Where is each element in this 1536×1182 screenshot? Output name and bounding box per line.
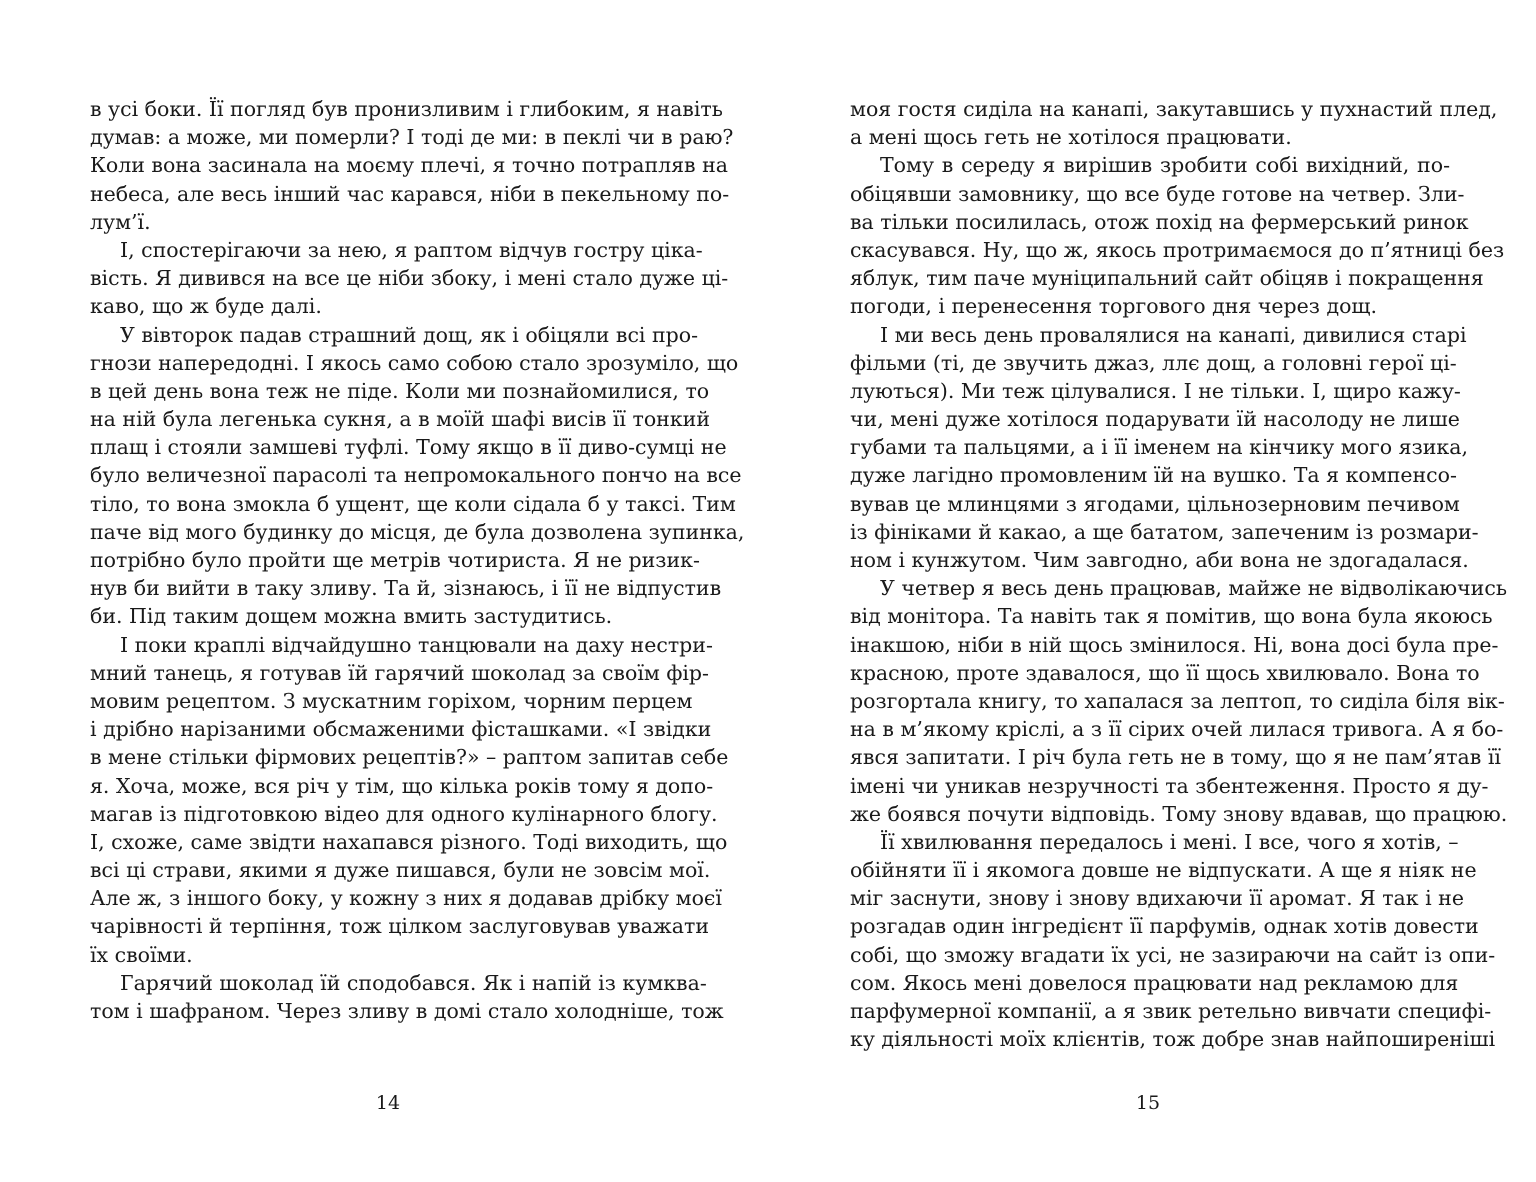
- text-line: І ми весь день провалялися на канапі, дивилися старі: [880, 322, 1467, 347]
- text-line: плащ і стояли замшеві туфлі. Тому якщо в її диво-сумці не: [90, 435, 727, 460]
- text-line: ва тільки посилилась, отож похід на фермерський ринок: [850, 209, 1469, 234]
- text-line: луються). Ми теж цілувалися. І не тільки. І, щиро кажу-: [850, 378, 1461, 403]
- text-line: думав: а може, ми померли? І тоді де ми: в пеклі чи в раю?: [90, 125, 734, 150]
- text-line: міг заснути, знову і знову вдихаючи її аромат. Я так і не: [850, 886, 1464, 911]
- text-line: Гарячий шоколад їй сподобався. Як і напій із кумква-: [120, 970, 707, 995]
- text-line: сом. Якось мені довелося працювати над рекламою для: [850, 970, 1459, 995]
- text-line: всі ці страви, якими я дуже пишався, були не зовсім мої.: [90, 858, 711, 883]
- text-line: інакшою, ніби в ній щось змінилося. Ні, вона досі була пре-: [850, 632, 1499, 657]
- text-line: небеса, але весь інший час карався, ніби в пекельному по-: [90, 181, 730, 206]
- text-line: скасувався. Ну, що ж, якось протримаємося до п’ятниці без: [850, 237, 1505, 262]
- text-line: Тому в середу я вирішив зробити собі вихідний, по-: [880, 153, 1450, 178]
- text-line: моя гостя сиділа на канапі, закутавшись у пухнастий плед,: [850, 97, 1498, 121]
- text-line: нув би вийти в таку зливу. Та й, зізнаюсь, і її не відпустив: [90, 576, 722, 601]
- left-page-number: 14: [375, 1092, 401, 1114]
- text-line: красною, проте здавалося, що її щось хвилювало. Вона то: [850, 660, 1480, 685]
- text-line: гнози напередодні. І якось само собою стало зрозуміло, що: [90, 350, 739, 375]
- text-line: імені чи уникав незручності та збентеження. Просто я ду-: [850, 773, 1489, 798]
- text-line: погоди, і перенесення торгового дня через дощ.: [850, 294, 1377, 319]
- text-line: чарівності й терпіння, тож цілком заслуговував уважати: [90, 914, 710, 939]
- text-line: Але ж, з іншого боку, у кожну з них я додавав дрібку моєї: [90, 886, 722, 911]
- text-line: а мені щось геть не хотілося працювати.: [850, 125, 1292, 150]
- text-line: в усі боки. Її погляд був пронизливим і глибоким, я навіть: [90, 97, 723, 121]
- text-line: каво, що ж буде далі.: [90, 294, 322, 319]
- text-line: У вівторок падав страшний дощ, як і обіцяли всі про-: [120, 322, 699, 347]
- text-line: І, спостерігаючи за нею, я раптом відчув гостру ціка-: [120, 237, 703, 262]
- text-line: парфумерної компанії, а я звик ретельно вивчати специфі-: [850, 999, 1492, 1023]
- right-page-number: 15: [1135, 1092, 1161, 1114]
- right-page-text: [850, 95, 1508, 1053]
- text-line: чи, мені дуже хотілося подарувати їй насолоду не лише: [850, 407, 1460, 432]
- text-line: дуже лагідно промовленим їй на вушко. Та я компенсо-: [850, 463, 1457, 488]
- text-line: тіло, то вона змокла б ущент, ще коли сідала б у таксі. Тим: [90, 491, 736, 516]
- text-line: на ній була легенька сукня, а в моїй шафі висів її тонкий: [90, 407, 710, 432]
- text-line: розгадав один інгредієнт її парфумів, однак хотів довести: [850, 914, 1479, 939]
- text-line: потрібно було пройти ще метрів чотириста. Я не ризик-: [90, 548, 700, 572]
- text-line: від монітора. Та навіть так я помітив, що вона була якоюсь: [850, 604, 1493, 629]
- text-line: вість. Я дивився на все це ніби збоку, і мені стало дуже ці-: [90, 266, 729, 291]
- text-line: на в м’якому кріслі, а з її сірих очей лилася тривога. А я бо-: [850, 717, 1504, 742]
- text-line: том і шафраном. Через зливу в домі стало холодніше, тож: [90, 999, 724, 1023]
- text-line: розгортала книгу, то хапалася за лептоп, то сиділа біля вік-: [850, 688, 1505, 713]
- text-line: яблук, тим паче муніципальний сайт обіцяв і покращення: [850, 266, 1484, 291]
- left-page-text: [90, 95, 745, 1025]
- text-line: магав із підготовкою відео для одного кулінарного блогу.: [90, 801, 718, 826]
- text-line: мовим рецептом. З мускатним горіхом, чорним перцем: [90, 688, 693, 713]
- text-line: їх своїми.: [90, 942, 193, 967]
- text-line: фільми (ті, де звучить джаз, ллє дощ, а головні герої ці-: [850, 350, 1457, 375]
- text-line: би. Під таким дощем можна вмить застудитись.: [90, 604, 613, 629]
- text-line: же боявся почути відповідь. Тому знову вдавав, що працюю.: [850, 801, 1508, 826]
- text-line: паче від мого будинку до місця, де була дозволена зупинка,: [90, 519, 745, 544]
- text-line: мний танець, я готував їй гарячий шоколад за своїм фір-: [90, 660, 709, 685]
- text-line: обіцявши замовнику, що все буде готове на четвер. Зли-: [850, 181, 1465, 206]
- text-line: ку діяльності моїх клієнтів, тож добре знав найпоширеніші: [850, 1027, 1496, 1052]
- text-line: явся запитати. І річ була геть не в тому, що я не пам’ятав її: [850, 745, 1501, 770]
- text-line: було величезної парасолі та непромокального пончо на все: [90, 463, 742, 488]
- text-line: губами та пальцями, а і її іменем на кінчику мого язика,: [850, 435, 1468, 460]
- text-line: обійняти її і якомога довше не відпускати. А ще я ніяк не: [850, 858, 1477, 883]
- text-line: ном і кунжутом. Чим завгодно, аби вона не здогадалася.: [850, 548, 1469, 572]
- text-line: У четвер я весь день працював, майже не відволікаючись: [880, 576, 1507, 601]
- text-line: лум’ї.: [90, 209, 151, 234]
- text-line: із фініками й какао, а ще бататом, запеченим із розмари-: [850, 519, 1479, 544]
- text-line: Її хвилювання передалось і мені. І все, чого я хотів, –: [880, 829, 1459, 854]
- text-line: в мене стільки фірмових рецептів?» – раптом запитав себе: [90, 745, 729, 770]
- text-line: я. Хоча, може, вся річ у тім, що кілька років тому я допо-: [90, 773, 714, 798]
- text-line: і дрібно нарізаними обсмаженими фісташками. «І звідки: [90, 717, 712, 742]
- text-line: Коли вона засинала на моєму плечі, я точно потрапляв на: [90, 153, 729, 178]
- text-line: в цей день вона теж не піде. Коли ми познайомилися, то: [90, 378, 710, 403]
- text-line: І поки краплі відчайдушно танцювали на даху нестри-: [120, 632, 713, 657]
- text-line: І, схоже, саме звідти нахапався різного. Тоді виходить, що: [90, 829, 728, 854]
- text-line: вував це млинцями з ягодами, цільнозерновим печивом: [850, 491, 1460, 516]
- text-line: собі, що зможу вгадати їх усі, не зазираючи на сайт із опи-: [850, 942, 1496, 967]
